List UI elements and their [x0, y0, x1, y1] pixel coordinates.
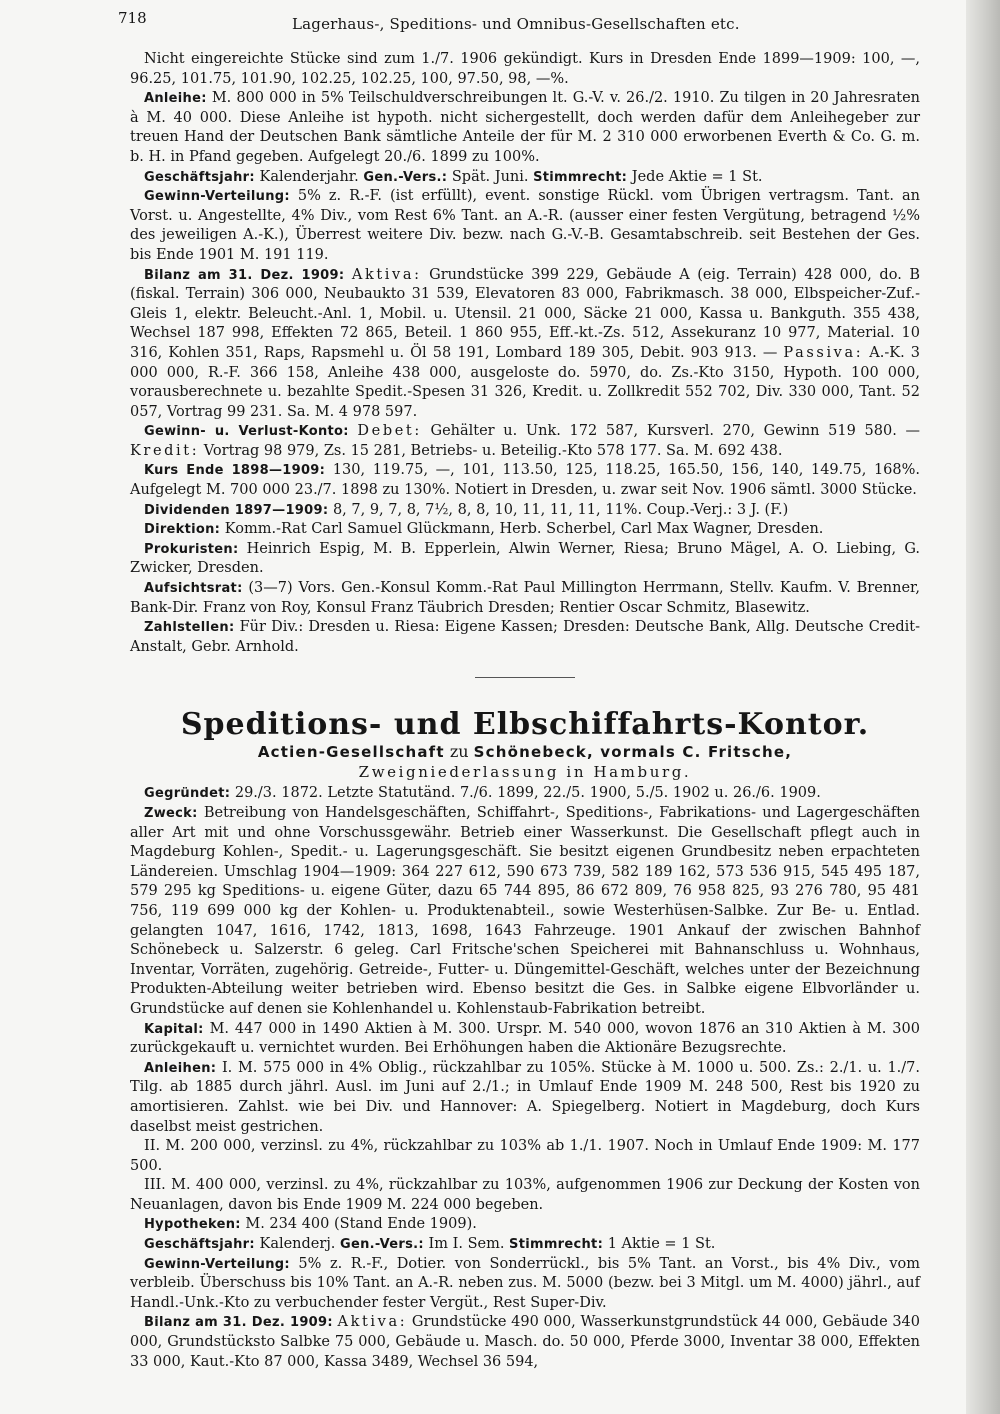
zweck-text: Betreibung von Handelsgeschäften, Schiffahrt-, Speditions-, Fabrikations- und Lagergeschäften aller Art mit und ohne Vorschussgewähr. Betrieb einer Wasserkunst. Die Gesellschaft pflegt auch in Magdeburg Kohlen-, Spedit.- u. Lagerungsgeschäft. Sie besitzt eigenen Grundbesitz neben erpachteten Ländereien. Umschlag 1904—1909: 364 227 612, 590 673 739, 582 189 162, 573 536 915, 545 495 187, 579 295 kg Speditions- u. eigene Güter, dazu 65 744 895, 86 672 809, 76 958 825, 93 276 780, 95 481 756, 119 699 000 kg der Kohlen- u. Produktenabteil., sowie Westerhüsen-Salbke. Zur Be- u. Entlad. gelangten 1047, 1616, 1742, 1813, 1698, 1643 Fahrzeuge. 1901 Ankauf der zwischen Bahnhof Schönebeck u. Salzerstr. 6 geleg. Carl Fritsche'schen Speicherei mit Bahnanschluss u. Wohnhaus, Inventar, Vorräten, zugehörig. Getreide-, Futter- u. Düngemittel-Geschäft, welches unter der Bezeichnung Produkten-Abteilung weiter betrieben wird. Ebenso besitzt die Ges. in Salbke eigene Elbvorländer u. Grundstücke auf denen sie Kohlenhandel u. Kohlenstaub-Fabrikation betreibt. — [130, 805, 921, 1017]
company-title: Speditions- und Elbschiffahrts-Kontor. — [180, 707, 870, 743]
intro-text: Nicht eingereichte Stücke sind zum 1./7. 1906 gekündigt. Kurs in Dresden Ende 1899—1909: 100, —, 96.25, 101.75, 101.90, 102.25, 102.25, 100, 97.50, 98, —%. — [130, 51, 920, 87]
kapital-paragraph — [130, 1020, 920, 1059]
gegruendet-label: Gegründet: — [144, 786, 231, 802]
gj-label: Geschäftsjahr: — [144, 169, 255, 185]
kurs-label: Kurs Ende 1898—1909: — [144, 463, 326, 479]
anleihen-text-3: III. M. 400 000, verzinsl. zu 4%, rückzahlbar zu 103%, aufgenommen 1906 zur Deckung der Kosten von Neuanlagen, davon bis Ende 1909 M. 224 000 begeben. — [130, 1177, 920, 1213]
gv-text: Spät. Juni. — [451, 168, 529, 185]
gj-text: Kalenderjahr. — [259, 168, 359, 185]
gewinn-label: Gewinn-Verteilung: — [144, 189, 290, 205]
kredit-label: Kredit: — [130, 442, 200, 459]
anleihen-ii-paragraph — [130, 1137, 920, 1176]
aktiva2-label: Aktiva: — [337, 1314, 408, 1331]
passiva-label: Passiva: — [783, 344, 864, 361]
zahlstellen-text: Für Div.: Dresden u. Riesa: Eigene Kassen; Dresden: Deutsche Bank, Allg. Deutsche Credit-Anstalt, Gebr. Arnhold. — [130, 619, 920, 655]
gv2-text: Im I. Sem. — [428, 1236, 505, 1253]
aufsichtsrat-label: Aufsichtsrat: — [144, 581, 243, 597]
bilanz-aktiva: Grundstücke 399 229, Gebäude A (eig. Terrain) 428 000, do. B (fiskal. Terrain) 306 000, Neubaukto 31 539, Elevatoren 83 000, Fabrikmasch. 38 000, Elbspeicher-Zuf.-Gleis 1, elektr. Beleucht.-Anl. 1, Mobil. u. Utensil. 21 000, Säcke 21 000, Kassa u. Bankguth. 355 438, Wechsel 187 998, Effekten 72 865, Beteil. 1 860 955, Eff.-kt.-Zs. 512, Assekuranz 10 977, Material. 10 316, Kohlen 351, Raps, Rapsmehl u. Öl 58 191, Lombard 189 305, Debit. 903 913. — — [130, 266, 921, 361]
gj2-label: Geschäftsjahr: — [144, 1237, 255, 1253]
zahlstellen-label: Zahlstellen: — [144, 620, 235, 636]
aufsichtsrat-text: (3—7) Vors. Gen.-Konsul Komm.-Rat Paul Millington Herrmann, Stellv. Kaufm. V. Brenner, Bank-Dir. Franz von Roy, Konsul Franz Täubrich Dresden; Rentier Oscar Schmitz, Blasewitz. — [130, 580, 920, 616]
anleihe-paragraph — [130, 89, 920, 167]
gewinn2-label: Gewinn-Verteilung: — [144, 1256, 290, 1272]
bilanz2-label: Bilanz am 31. Dez. 1909: — [144, 1315, 333, 1331]
page-content — [130, 50, 920, 1372]
intro-paragraph — [130, 50, 920, 89]
company-subtitle — [130, 742, 920, 762]
hypotheken-paragraph — [130, 1215, 920, 1235]
kurs-paragraph — [130, 461, 920, 500]
anleihen-label: Anleihen: — [144, 1060, 217, 1076]
kapital-label: Kapital: — [144, 1021, 204, 1037]
gewinn2-text: 5% z. R.-F., Dotier. von Sonderrückl., bis 5% Tant. an Vorst., bis 4% Div., vom verbleib. Überschuss bis 10% Tant. an A.-R. neben zus. M. 5000 (bezw. bei 3 Mitgl. um M. 4000) jährl., auf Handl.-Unk.-Kto zu verbuchender fester Vergüt., Rest Super-Div. — [130, 1255, 920, 1311]
gewinn-text: 5% z. R.-F. (ist erfüllt), event. sonstige Rückl. vom Übrigen vertragsm. Tant. an Vorst. u. Angestellte, 4% Div., vom Rest 6% Tant. an A.-R. (ausser einer festen Vergütung, betragend ½% des jeweiligen A.-K.), Überrest weitere Div. bezw. nach G.-V.-B. Gesamtabschreib. seit Bestehen der Ges. bis Ende 1901 M. 191 119. — [130, 188, 920, 263]
stimmrecht2-text: 1 Aktie = 1 St. — [607, 1236, 716, 1253]
dividenden-label: Dividenden 1897—1909: — [144, 502, 329, 518]
gj2-text: Kalenderj. — [259, 1236, 336, 1253]
company-subtitle-bold2: Schönebeck, vormals C. Fritsche, — [473, 743, 793, 762]
zweck-label: Zweck: — [144, 806, 198, 821]
dividenden-text: 8, 7, 9, 7, 8, 7½, 8, 8, 10, 11, 11, 11, 11%. Coup.-Verj.: 3 J. (F.) — [332, 501, 789, 518]
direktion-paragraph — [130, 520, 920, 540]
company-subtitle-bold1: Actien-Gesellschaft — [257, 743, 445, 762]
gv2-label: Gen.-Vers.: — [340, 1237, 424, 1253]
geschaeftsjahr2-paragraph — [130, 1235, 920, 1255]
dividenden-paragraph — [130, 501, 920, 521]
stimmrecht-text: Jede Aktie = 1 St. — [631, 168, 763, 185]
stimmrecht2-label: Stimmrecht: — [509, 1237, 604, 1253]
bilanz2-paragraph — [130, 1313, 920, 1372]
prokuristen-label: Prokuristen: — [144, 541, 239, 557]
aufsichtsrat-paragraph — [130, 579, 920, 618]
hypotheken-text: M. 234 400 (Stand Ende 1909). — [245, 1216, 477, 1233]
guv-paragraph — [130, 422, 920, 461]
gegruendet-paragraph — [130, 784, 920, 804]
anleihe-text: M. 800 000 in 5% Teilschuldverschreibungen lt. G.-V. v. 26./2. 1910. Zu tilgen in 20 Jahresraten à M. 40 000. Diese Anleihe ist hypoth. nicht sichergestellt, doch werden dafür dem Anleihegeber zur treuen Hand der Deutschen Bank sämtliche Anteile der für M. 2 310 000 erworbenen Everth & Co. G. m. b. H. in Pfand gegeben. Aufgelegt 20./6. 1899 zu 100%. — [130, 90, 920, 165]
bilanz2-text: Grundstücke 490 000, Wasserkunstgrundstück 44 000, Gebäude 340 000, Grundstücksto Salbke 75 000, Gebäude u. Masch. do. 50 000, Pferde 3000, Inventar 38 000, Effekten 33 000, Kaut.-Kto 87 000, Kassa 3489, Wechsel 36 594, — [130, 1314, 921, 1370]
gv-label: Gen.-Vers.: — [363, 169, 448, 185]
aktiva-label: Aktiva: — [351, 266, 422, 283]
anleihen-paragraph — [130, 1059, 920, 1137]
company-branch: Zweigniederlassung in Hamburg. — [358, 763, 692, 782]
direktion-text: Komm.-Rat Carl Samuel Glückmann, Herb. Scherbel, Carl Max Wagner, Dresden. — [224, 521, 824, 538]
section-divider — [475, 677, 575, 678]
hypotheken-label: Hypotheken: — [144, 1217, 241, 1233]
kapital-text: M. 447 000 in 1490 Aktien à M. 300. Urspr. M. 540 000, wovon 1876 an 310 Aktien à M. 300 zurückgekauft u. vernichtet wurden. Bei Erhöhungen haben die Aktionäre Bezugsrechte. — [130, 1020, 920, 1057]
gewinn-verteilung-paragraph — [130, 187, 920, 265]
gewinn-verteilung2-paragraph — [130, 1255, 920, 1314]
prokuristen-text: Heinrich Espig, M. B. Epperlein, Alwin Werner, Riesa; Bruno Mägel, A. O. Liebing, G. Zwicker, Dresden. — [130, 540, 920, 577]
prokuristen-paragraph — [130, 540, 920, 579]
running-title: Lagerhaus-, Speditions- und Omnibus-Gesellschaften etc. — [292, 15, 740, 33]
zahlstellen-paragraph — [130, 618, 920, 657]
book-spine-shadow — [966, 0, 1000, 1414]
guv-debet: Gehälter u. Unk. 172 587, Kursverl. 270, Gewinn 519 580. — — [430, 423, 920, 440]
bilanz-passiva: A.-K. 3 000 000, R.-F. 366 158, Anleihe 438 000, ausgeloste do. 5970, do. Zs.-Kto 3150, Hypoth. 100 000, vorausberechnete u. bezahlte Spedit.-Spesen 31 326, Kredit. u. Zollkredit 552 702, Div. 330 000, Tant. 52 057, Vortrag 99 231. Sa. M. 4 978 597. — [130, 344, 921, 420]
anleihen-text-1: I. M. 575 000 in 4% Oblig., rückzahlbar zu 105%. Stücke à M. 1000 u. 500. Zs.: 2./1. u. 1./7. Tilg. ab 1885 durch jährl. Ausl. im Juni auf 2./1.; in Umlauf Ende 1909 M. 248 500, Rest bis 1920 zu amortisieren. Zahlst. wie bei Div. und Hannover: A. Spiegelberg. Notiert in Magdeburg, doch Kurs daselbst meist gestrichen. — [130, 1059, 920, 1135]
guv-label: Gewinn- u. Verlust-Konto: — [144, 424, 349, 440]
debet-label: Debet: — [357, 423, 422, 440]
anleihen-text-2: II. M. 200 000, verzinsl. zu 4%, rückzahlbar zu 103% ab 1./1. 1907. Noch in Umlauf Ende 1909: M. 177 500. — [130, 1138, 920, 1174]
guv-kredit: Vortrag 98 979, Zs. 15 281, Betriebs- u. Beteilig.-Kto 578 177. Sa. M. 692 438. — [203, 442, 783, 459]
direktion-label: Direktion: — [144, 522, 221, 538]
anleihe-label: Anleihe: — [144, 91, 207, 107]
stimmrecht-label: Stimmrecht: — [533, 169, 628, 185]
anleihen-iii-paragraph — [130, 1176, 920, 1215]
bilanz-paragraph — [130, 266, 920, 423]
bilanz-label: Bilanz am 31. Dez. 1909: — [144, 267, 345, 283]
page-number: 718 — [118, 9, 147, 27]
gegruendet-text: 29./3. 1872. Letzte Statutänd. 7./6. 1899, 22./5. 1900, 5./5. 1902 u. 26./6. 1909. — [234, 785, 821, 802]
kurs-text: 130, 119.75, —, 101, 113.50, 125, 118.25, 165.50, 156, 140, 149.75, 168%. Aufgelegt M. 700 000 23./7. 1898 zu 130%. Notiert in Dresden, u. zwar seit Nov. 1906 sämtl. 3000 Stücke. — [130, 462, 921, 499]
company-subtitle-mid: zu — [449, 742, 469, 762]
zweck-paragraph — [130, 804, 920, 1020]
geschaeftsjahr-paragraph — [130, 168, 920, 188]
